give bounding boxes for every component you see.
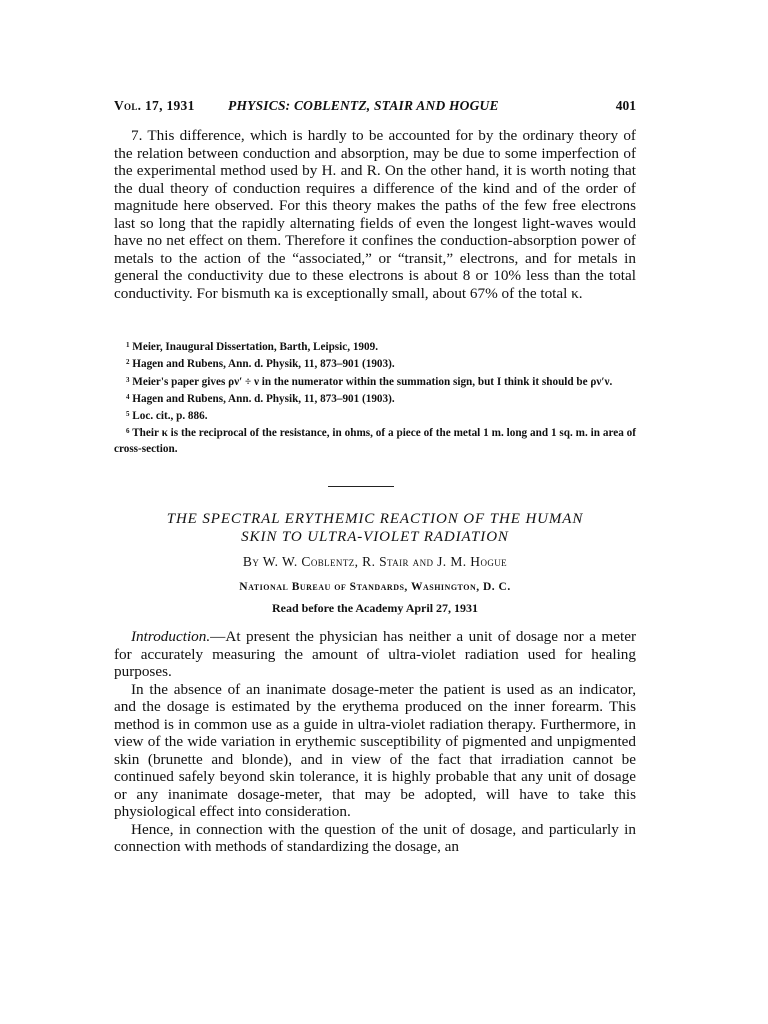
footnote-5-mark: 5 [126,410,130,419]
footnote-1 [114,338,636,355]
author-byline: By W. W. Coblentz, R. Stair and J. M. Hogue [242,554,508,569]
article-title [108,510,642,546]
footnote-4 [114,390,636,407]
body-paragraph-2: In the absence of an inanimate dosage-meter the patient is used as an indicator, and the dosage is estimated by the erythema produced on the inner forearm. This method is in common use as a guide in ultra-violet radiation therapy. Furthermore, in view of the wide variation in erythemic susceptibility of pigmented and unpigmented skin (brunette and blonde), and in view of the fact that irradiation cannot be continued safely beyond skin tolerance, it is highly probable that any unit of dosage or any inanimate dosage-meter, that may be adopted, will have to take this physiological effect into consideration. [114,680,636,820]
footnote-4-mark: 4 [126,392,130,401]
footnote-6-text: Their κ is the reciprocal of the resistance, in ohms, of a piece of the metal 1 m. long and 1 sq. m. in area of cross-section. [114,427,636,455]
footnote-6 [114,424,636,457]
introduction-paragraph [114,628,636,681]
body-paragraph-3: Hence, in connection with the question of the unit of dosage, and particularly in connection with methods of standardizing the dosage, an [114,820,636,855]
footnote-2-mark: 2 [126,358,130,367]
section-seven [114,127,636,302]
section-seven-paragraph: 7. This difference, which is hardly to be accounted for by the ordinary theory of the relation between conduction and absorption, may be due to some imperfection of the experimental method used by H. and R. On the other hand, it is worth noting that the dual theory of conduction requires a difference of the kind and of the order of magnitude here observed. For this theory makes the paths of the few free electrons last so long that the rapidly alternating fields of even the longest light-waves would have no net effect on them. Therefore it confines the conduction-absorption power of metals to the action of the “associated,” or “transit,” electrons, and for metals in general the conductivity due to these electrons is about 8 or 10% less than the total conductivity. For bismuth κa is exceptionally small, about 67% of the total κ. [114,127,636,302]
footnote-3 [114,373,636,390]
volume-label: Vol. 17, 1931 [114,98,195,113]
footnote-1-mark: 1 [126,341,130,349]
footnote-2 [114,355,636,372]
footnote-6-mark: 6 [126,427,130,436]
footnote-3-mark: 3 [126,375,130,384]
running-header [114,98,636,116]
footnote-1-text: Meier, Inaugural Dissertation, Barth, Leipsic, 1909. [132,341,379,353]
article-body [114,628,636,856]
footnotes [114,338,636,457]
author-affiliation: National Bureau of Standards, Washington, D. C. [239,581,511,593]
article-title-line-1: THE SPECTRAL ERYTHEMIC REACTION OF THE HUMAN [166,511,584,527]
introduction-heading: Introduction. [131,628,211,645]
article-title-line-2: SKIN TO ULTRA-VIOLET RADIATION [241,529,509,545]
page-number: 401 [615,98,636,113]
footnote-5 [114,407,636,424]
running-title: PHYSICS: COBLENTZ, STAIR AND HOGUE [228,98,499,113]
section-divider [328,486,394,487]
read-before-note: Read before the Academy April 27, 1931 [271,601,479,615]
footnote-2-text: Hagen and Rubens, Ann. d. Physik, 11, 873–901 (1903). [132,358,395,371]
footnote-3-text: Meier's paper gives ρν′ ÷ ν in the numerator within the summation sign, but I think it should be ρν′ν. [132,375,613,388]
footnote-5-text: Loc. cit., p. 886. [132,410,208,423]
introduction-text: —At present the physician has neither a unit of dosage nor a meter for accurately measuring the amount of ultra-violet radiation used for healing purposes. [114,628,636,680]
footnote-4-text: Hagen and Rubens, Ann. d. Physik, 11, 873–901 (1903). [132,392,395,405]
